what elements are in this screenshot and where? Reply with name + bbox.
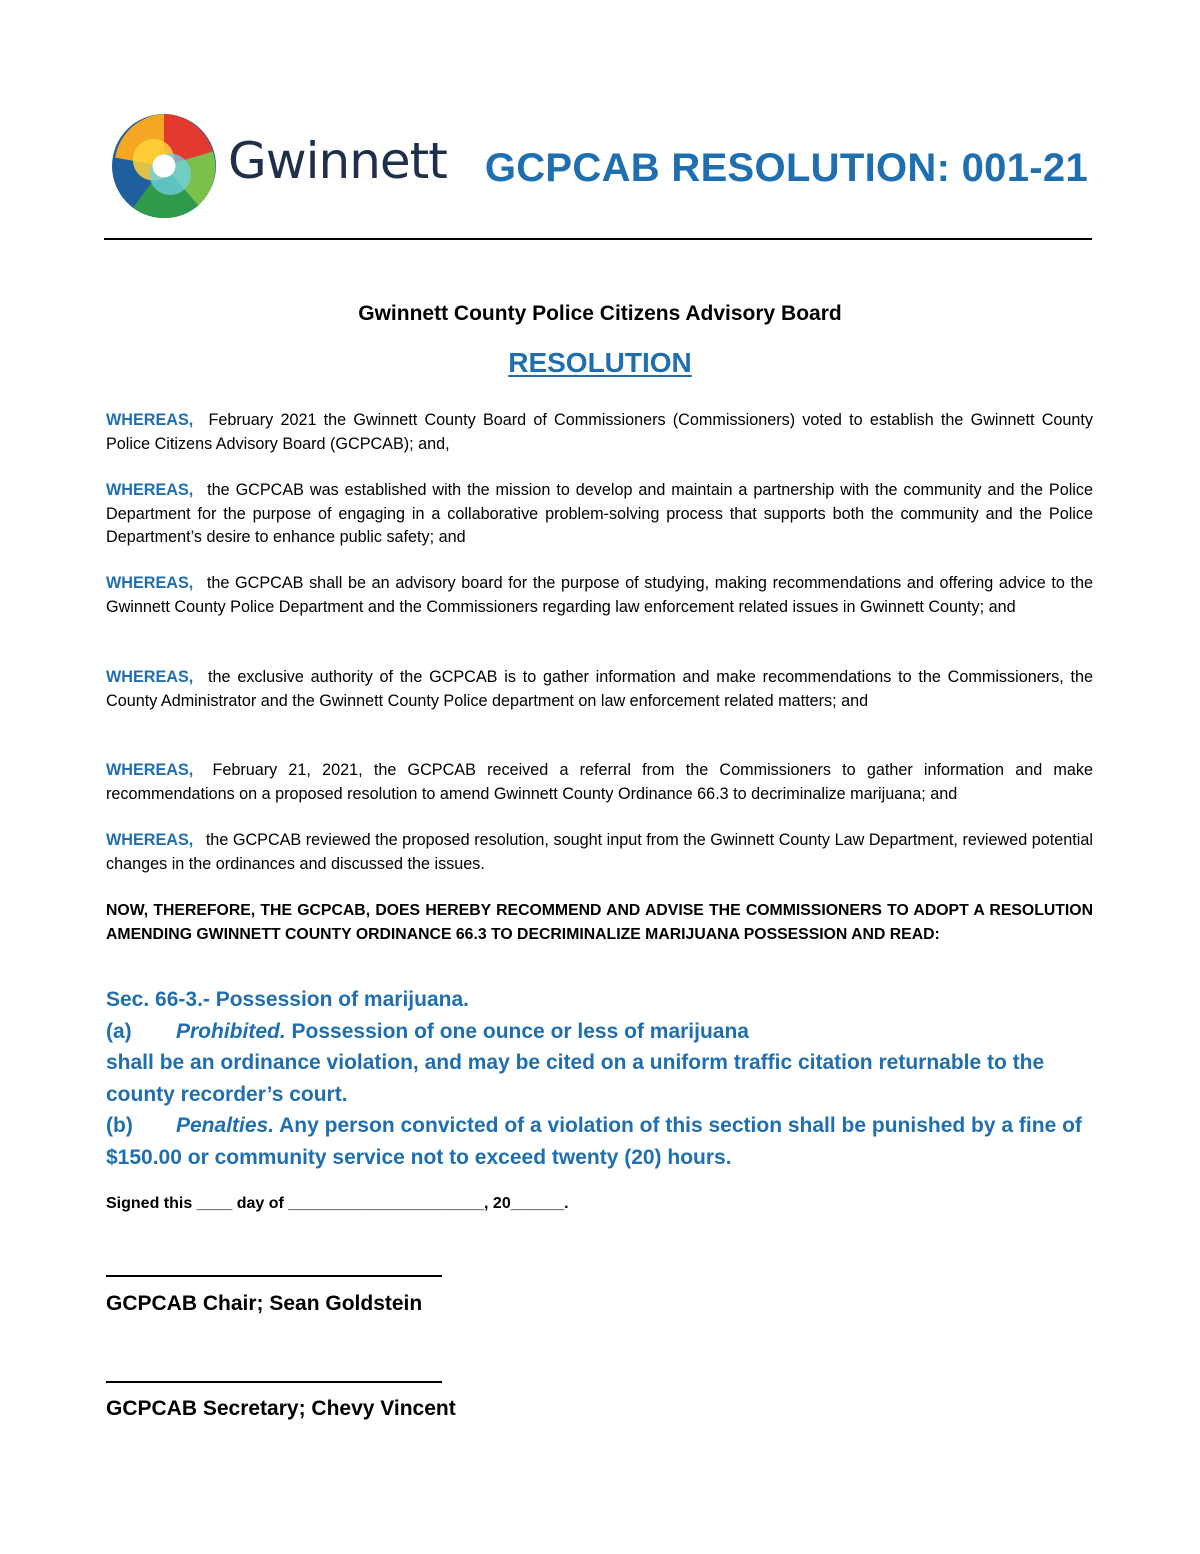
signature-line-chair [106,1275,442,1277]
clause-text: the GCPCAB was established with the mission to develop and maintain a partnership with the community and the Police Department for the purpose of engaging in a collaborative problem-solving process that supports both the community and the Police Department’s desire to enhance public safety; and [106,481,1093,546]
whereas-clause-5 [106,759,1093,806]
clause-text: the GCPCAB reviewed the proposed resolution, sought input from the Gwinnett County Law Department, reviewed potential changes in the ordinances and discussed the issues. [106,831,1093,873]
header-divider [104,238,1092,240]
subsection-a-label: (a) [106,1019,132,1043]
subsection-a-first-line [106,1016,1106,1048]
whereas-label: WHEREAS, [106,411,194,429]
ordinance-text [106,984,1106,1173]
whereas-clause-2 [106,479,1093,550]
subsection-b-heading: Penalties. [176,1114,275,1137]
whereas-label: WHEREAS, [106,831,194,849]
whereas-clause-1 [106,409,1093,456]
document-title: GCPCAB RESOLUTION: 001-21 [484,146,1088,190]
signature-line-secretary [106,1381,442,1383]
whereas-label: WHEREAS, [106,761,194,779]
signatory-chair: GCPCAB Chair; Sean Goldstein [106,1292,423,1315]
therefore-clause: NOW, THEREFORE, THE GCPCAB, DOES HEREBY RECOMMEND AND ADVISE THE COMMISSIONERS TO ADOPT A RESOLUTION AMENDING GWINNETT COUNTY ORDINANCE 66.3 TO DECRIMINALIZE MARIJUANA POSSESSION AND READ: [106,902,1093,943]
whereas-clause-6 [106,829,1093,876]
board-name: Gwinnett County Police Citizens Advisory Board [358,302,842,325]
signed-date-line: Signed this ____ day of ______________________, 20______. [106,1195,569,1212]
whereas-clause-4 [106,666,1093,713]
subsection-a-heading: Prohibited. [176,1019,286,1043]
subsection-b [106,1110,1106,1173]
whereas-label: WHEREAS, [106,574,194,592]
gwinnett-logo-icon [112,114,216,218]
clause-text: February 21, 2021, the GCPCAB received a referral from the Commissioners to gather information and make recommendations on a proposed resolution to amend Gwinnett County Ordinance 66.3 to decriminalize marijuana; and [106,761,1093,803]
subsection-a-text: Possession of one ounce or less of marijuana [291,1019,749,1043]
subsection-b-text: Any person convicted of a violation of this section shall be punished by a fine of $150.00 or community service not to exceed twenty (20) hours. [106,1114,1082,1169]
whereas-label: WHEREAS, [106,481,194,499]
logo-wordmark: Gwinnett [228,132,447,190]
clause-text: February 2021 the Gwinnett County Board of Commissioners (Commissioners) voted to establish the Gwinnett County Police Citizens Advisory Board (GCPCAB); and, [106,411,1093,453]
whereas-label: WHEREAS, [106,668,194,686]
subsection-b-label: (b) [106,1114,133,1137]
whereas-clause-3 [106,572,1093,619]
clause-text: the GCPCAB shall be an advisory board for the purpose of studying, making recommendations and offering advice to the Gwinnett County Police Department and the Commissioners regarding law enforcement related issues in Gwinnett County; and [106,574,1094,616]
signatory-secretary: GCPCAB Secretary; Chevy Vincent [106,1397,456,1420]
clause-text: the exclusive authority of the GCPCAB is to gather information and make recommendations to the Commissioners, the County Administrator and the Gwinnett County Police department on law enforcement related matters; and [106,668,1093,710]
resolution-heading: RESOLUTION [508,347,692,378]
subsection-a-continuation: shall be an ordinance violation, and may be cited on a uniform traffic citation returnable to the county recorder’s court. [106,1051,1045,1106]
section-title: Sec. 66-3.- Possession of marijuana. [106,988,469,1011]
